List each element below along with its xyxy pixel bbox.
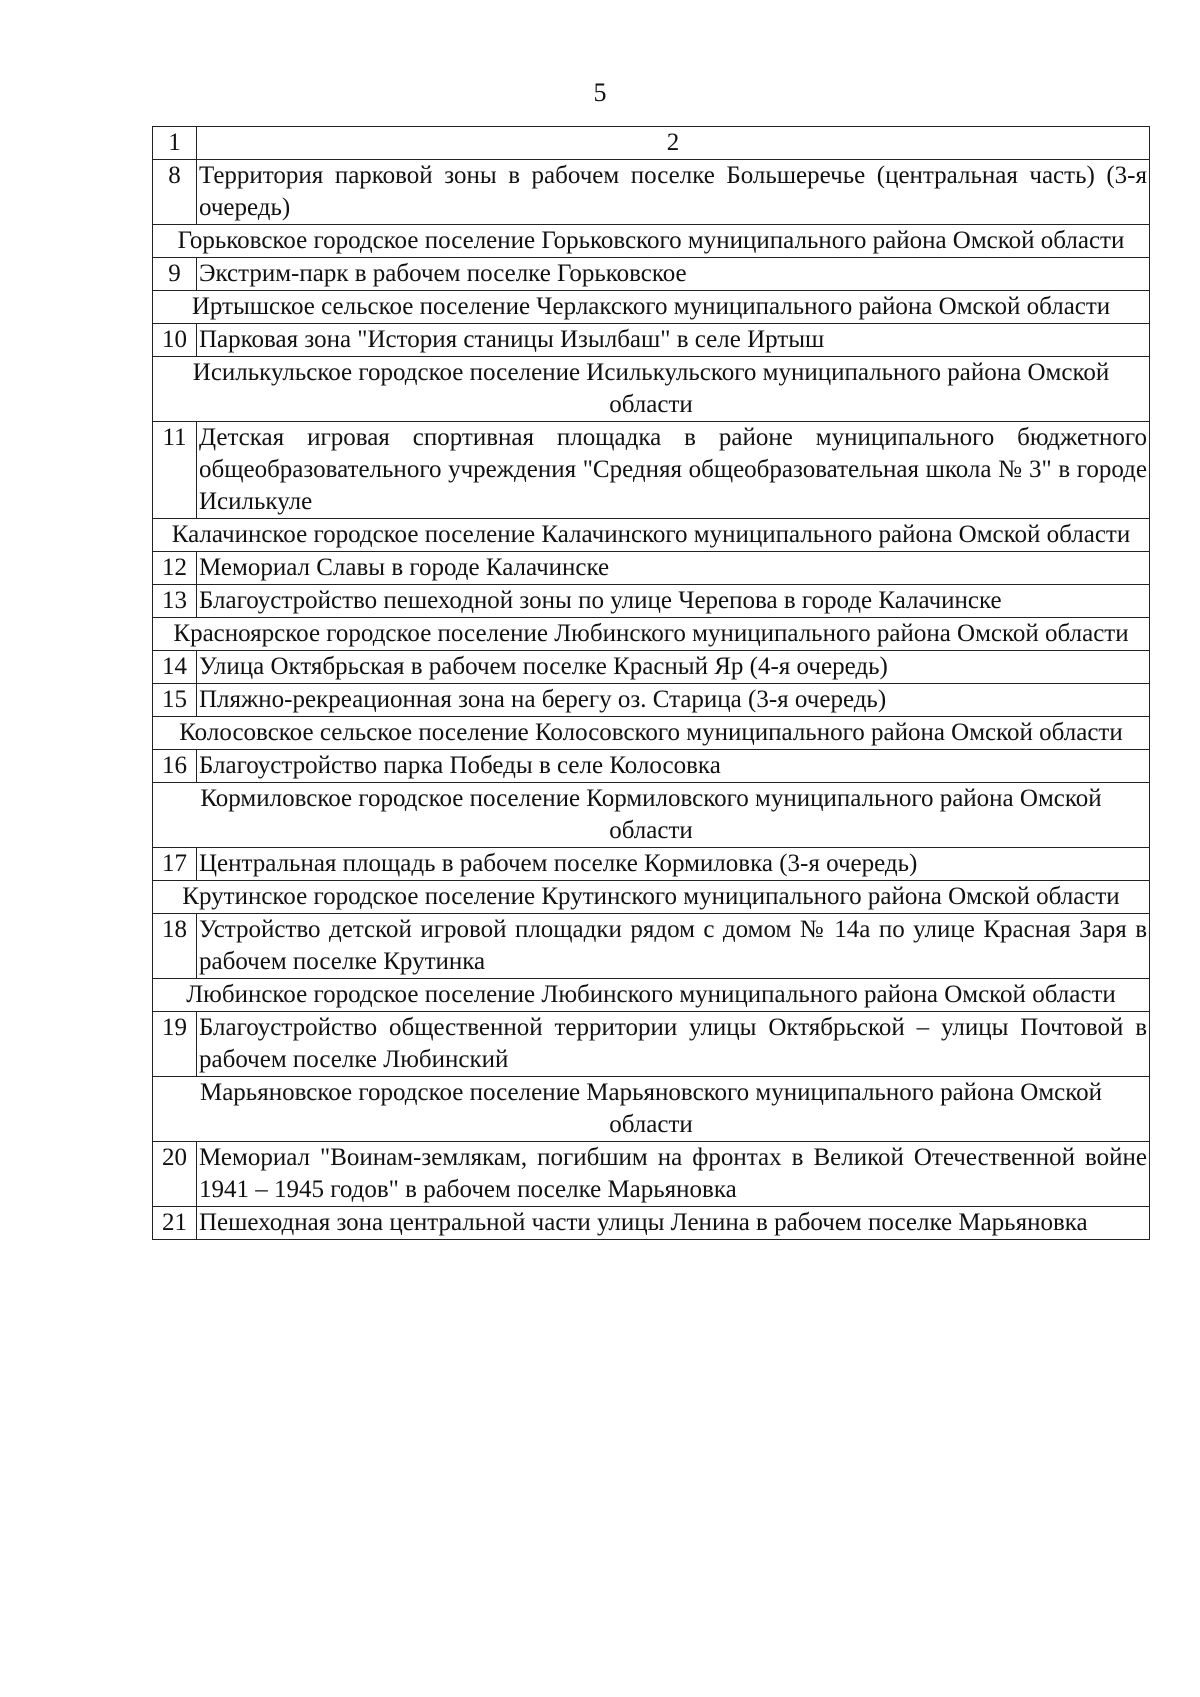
section-title: Иртышское сельское поселение Черлакского муниципального района Омской области bbox=[153, 291, 1150, 324]
table-row bbox=[153, 552, 1150, 585]
row-number: 15 bbox=[153, 684, 197, 717]
table-row bbox=[153, 1207, 1150, 1240]
section-title: Красноярское городское поселение Любинского муниципального района Омской области bbox=[153, 618, 1150, 651]
section-title: Калачинское городское поселение Калачинского муниципального района Омской области bbox=[153, 519, 1150, 552]
row-number: 19 bbox=[153, 1012, 197, 1077]
row-description: Благоустройство пешеходной зоны по улице Черепова в городе Калачинске bbox=[197, 585, 1150, 618]
row-description: Мемориал "Воинам-землякам, погибшим на фронтах в Великой Отечественной войне 1941 – 1945 годов" в рабочем поселке Марьяновка bbox=[197, 1142, 1150, 1207]
row-description: Улица Октябрьская в рабочем поселке Красный Яр (4-я очередь) bbox=[197, 651, 1150, 684]
section-row bbox=[153, 783, 1150, 848]
table-row bbox=[153, 422, 1150, 519]
table-row bbox=[153, 848, 1150, 881]
row-number: 21 bbox=[153, 1207, 197, 1240]
table-row bbox=[153, 684, 1150, 717]
table-row bbox=[153, 1142, 1150, 1207]
table-row bbox=[153, 160, 1150, 225]
section-row bbox=[153, 979, 1150, 1012]
row-number: 13 bbox=[153, 585, 197, 618]
row-number: 10 bbox=[153, 324, 197, 357]
section-row bbox=[153, 225, 1150, 258]
row-number: 8 bbox=[153, 160, 197, 225]
row-description: Пешеходная зона центральной части улицы Ленина в рабочем поселке Марьяновка bbox=[197, 1207, 1150, 1240]
section-row bbox=[153, 717, 1150, 750]
row-description: Благоустройство общественной территории улицы Октябрьской – улицы Почтовой в рабочем поселке Любинский bbox=[197, 1012, 1150, 1077]
table-row bbox=[153, 651, 1150, 684]
section-title: Горьковское городское поселение Горьковского муниципального района Омской области bbox=[153, 225, 1150, 258]
section-title: Исилькульское городское поселение Исилькульского муниципального района Омской области bbox=[153, 357, 1150, 422]
section-title: Кормиловское городское поселение Кормиловского муниципального района Омской области bbox=[153, 783, 1150, 848]
section-row bbox=[153, 357, 1150, 422]
row-number: 11 bbox=[153, 422, 197, 519]
row-description: Детская игровая спортивная площадка в районе муниципального бюджетного общеобразовательного учреждения "Средняя общеобразовательная школа № 3" в городе Исилькуле bbox=[197, 422, 1150, 519]
table-row bbox=[153, 914, 1150, 979]
table-row bbox=[153, 258, 1150, 291]
table-row bbox=[153, 1012, 1150, 1077]
section-title: Марьяновское городское поселение Марьяновского муниципального района Омской области bbox=[153, 1077, 1150, 1142]
projects-table bbox=[152, 126, 1150, 1240]
row-description: Устройство детской игровой площадки рядом с домом № 14а по улице Красная Заря в рабочем поселке Крутинка bbox=[197, 914, 1150, 979]
page-number: 5 bbox=[593, 78, 607, 107]
row-number: 12 bbox=[153, 552, 197, 585]
column-header-name: 2 bbox=[197, 127, 1150, 160]
section-row bbox=[153, 1077, 1150, 1142]
section-row bbox=[153, 291, 1150, 324]
section-title: Любинское городское поселение Любинского муниципального района Омской области bbox=[153, 979, 1150, 1012]
row-description: Благоустройство парка Победы в селе Колосовка bbox=[197, 750, 1150, 783]
table-row bbox=[153, 750, 1150, 783]
row-description: Парковая зона "История станицы Изылбаш" в селе Иртыш bbox=[197, 324, 1150, 357]
row-number: 16 bbox=[153, 750, 197, 783]
row-description: Мемориал Славы в городе Калачинске bbox=[197, 552, 1150, 585]
section-row bbox=[153, 519, 1150, 552]
row-description: Территория парковой зоны в рабочем поселке Большеречье (центральная часть) (3-я очередь) bbox=[197, 160, 1150, 225]
row-description: Центральная площадь в рабочем поселке Кормиловка (3-я очередь) bbox=[197, 848, 1150, 881]
section-title: Колосовское сельское поселение Колосовского муниципального района Омской области bbox=[153, 717, 1150, 750]
section-title: Крутинское городское поселение Крутинского муниципального района Омской области bbox=[153, 881, 1150, 914]
section-row bbox=[153, 618, 1150, 651]
table-row bbox=[153, 324, 1150, 357]
row-number: 9 bbox=[153, 258, 197, 291]
row-number: 14 bbox=[153, 651, 197, 684]
column-header-number: 1 bbox=[153, 127, 197, 160]
table-row bbox=[153, 585, 1150, 618]
table-body bbox=[153, 127, 1150, 1240]
row-number: 20 bbox=[153, 1142, 197, 1207]
row-number: 17 bbox=[153, 848, 197, 881]
row-number: 18 bbox=[153, 914, 197, 979]
row-description: Экстрим-парк в рабочем поселке Горьковское bbox=[197, 258, 1150, 291]
table-header-row bbox=[153, 127, 1150, 160]
row-description: Пляжно-рекреационная зона на берегу оз. Старица (3-я очередь) bbox=[197, 684, 1150, 717]
section-row bbox=[153, 881, 1150, 914]
